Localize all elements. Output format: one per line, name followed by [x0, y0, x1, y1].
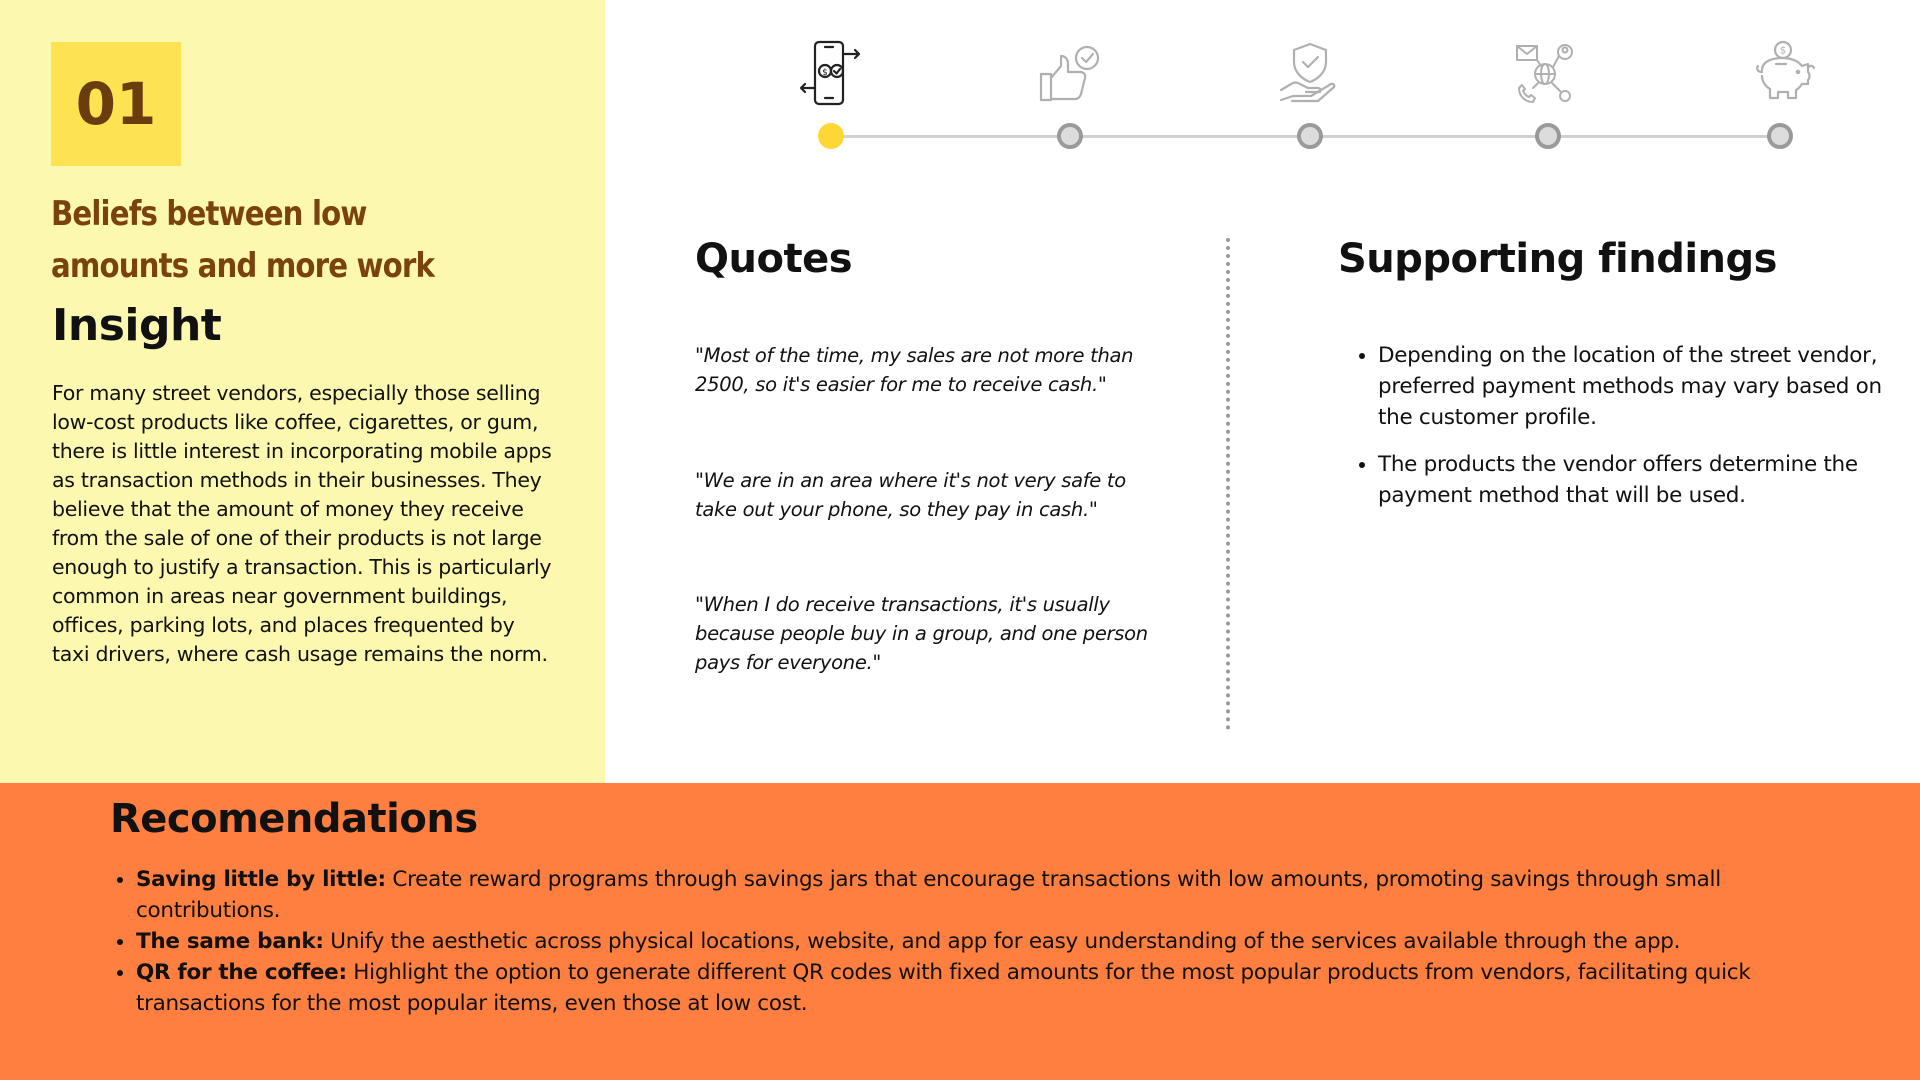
- recommendation-1-title: Saving little by little:: [136, 867, 386, 892]
- recommendation-item-3: [136, 957, 1816, 1019]
- finding-item-2: • The products the vendor offers determine the payment method that will be used.: [1378, 449, 1888, 511]
- recommendation-3-title: QR for the coffee:: [136, 960, 347, 985]
- section-number: 01: [51, 42, 181, 166]
- belief-title-line-2: amounts and more work: [51, 246, 435, 286]
- timeline-step-4-dot[interactable]: [1535, 123, 1561, 149]
- communication-network-icon: [1513, 38, 1583, 108]
- recommendation-2-title: The same bank:: [136, 929, 324, 954]
- quote-1: "Most of the time, my sales are not more than 2500, so it's easier for me to receive cash.": [695, 344, 1134, 396]
- quote-2: "We are in an area where it's not very safe to take out your phone, so they pay in cash.": [695, 469, 1126, 521]
- shield-hand-icon: [1275, 38, 1345, 108]
- thumbs-up-check-icon: [1035, 38, 1105, 108]
- recommendation-1-text: Create reward programs through savings jars that encourage transactions with low amounts, promoting savings through small contributions.: [136, 867, 1721, 923]
- recommendations-panel: [0, 783, 1920, 1080]
- column-divider: [1226, 238, 1230, 730]
- belief-title-line-1: Beliefs between low: [51, 194, 367, 234]
- quotes-heading: Quotes: [695, 236, 853, 282]
- quote-3: "When I do receive transactions, it's usually because people buy in a group, and one person pays for everyone.": [695, 593, 1148, 674]
- insight-heading: Insight: [52, 300, 222, 351]
- findings-heading: Supporting findings: [1338, 236, 1777, 282]
- recommendation-item-1: [136, 864, 1816, 926]
- recommendation-item-2: [136, 926, 1816, 957]
- recommendation-2-text: Unify the aesthetic across physical locations, website, and app for easy understanding of the services available through the app.: [323, 929, 1681, 954]
- svg-text:$: $: [1779, 45, 1787, 57]
- mobile-payment-icon: [797, 38, 867, 108]
- timeline-step-3-dot[interactable]: [1297, 123, 1323, 149]
- svg-text:$: $: [822, 68, 828, 78]
- timeline-step-5-dot[interactable]: [1767, 123, 1793, 149]
- recommendation-3-text: Highlight the option to generate different QR codes with fixed amounts for the most popular products from vendors, facilitating quick transactions for the most popular items, even those at low cost.: [136, 960, 1751, 1016]
- findings-list: [1338, 340, 1888, 527]
- belief-title: [51, 188, 447, 292]
- recommendations-heading: Recomendations: [110, 796, 478, 842]
- insight-text: For many street vendors, especially those selling low-cost products like coffee, cigarettes, or gum, there is little interest in incorporating mobile apps as transaction methods in their businesses. They believe that the amount of money they receive from the sale of one of their products is not large enough to justify a transaction. This is particularly common in areas near government buildings, offices, parking lots, and places frequented by taxi drivers, where cash usage remains the norm.: [52, 381, 552, 666]
- timeline-step-1-dot[interactable]: [818, 123, 844, 149]
- finding-item-1: • Depending on the location of the street vendor, preferred payment methods may vary based on the customer profile.: [1378, 340, 1888, 433]
- progress-timeline: [0, 0, 1920, 160]
- piggy-bank-icon: [1748, 38, 1818, 108]
- recommendations-list: [110, 864, 1816, 1019]
- timeline-step-2-dot[interactable]: [1057, 123, 1083, 149]
